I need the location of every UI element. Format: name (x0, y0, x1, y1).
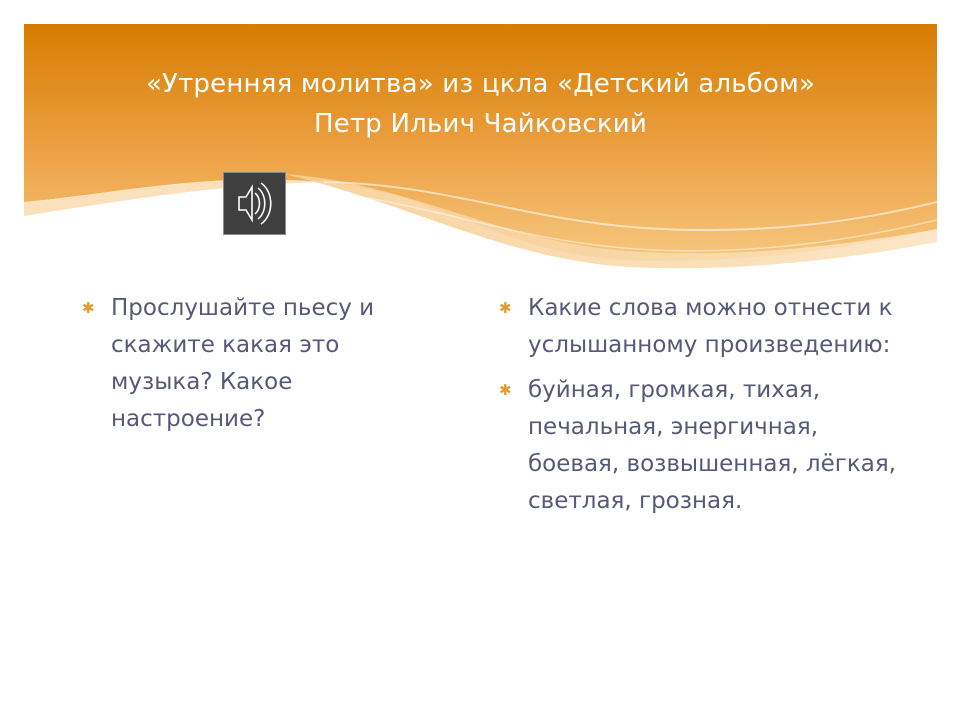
bullet-text: Какие слова можно отнести к услышанному произведению: (528, 295, 893, 358)
list-item (497, 290, 897, 364)
slide-title (24, 64, 937, 144)
bullet-text: Прослушайте пьесу и скажите какая это музыка? Какое настроение? (111, 295, 375, 432)
bullet-text: буйная, громкая, тихая, печальная, энергичная, боевая, возвышенная, лёгкая, светлая, грозная. (528, 377, 896, 514)
list-item (497, 372, 897, 520)
left-column (80, 290, 420, 446)
speaker-sound-icon[interactable] (223, 172, 286, 235)
slide-title-line-1: «Утренняя молитва» из цкла «Детский альбом» (145, 69, 816, 99)
asterisk-bullet-icon: ✱ (82, 299, 95, 317)
asterisk-bullet-icon: ✱ (499, 299, 512, 317)
asterisk-bullet-icon: ✱ (499, 381, 512, 399)
slide-title-line-2: Петр Ильич Чайковский (314, 109, 647, 139)
header-wave-background (24, 24, 937, 274)
right-column (497, 290, 897, 528)
list-item (80, 290, 420, 438)
